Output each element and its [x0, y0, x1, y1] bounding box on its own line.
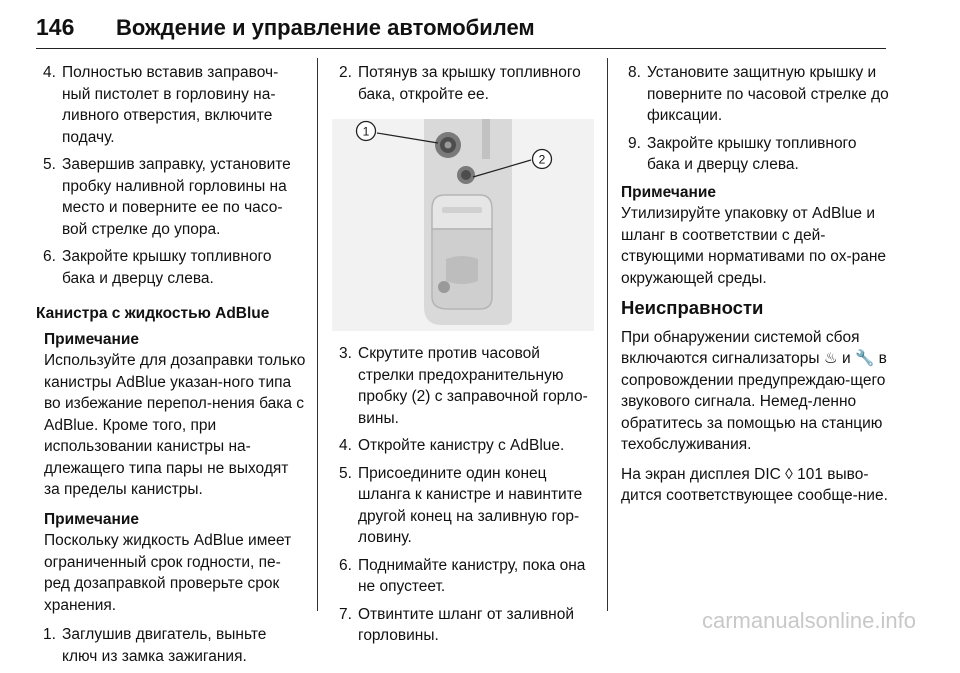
list-item [36, 154, 306, 240]
step-text: Заглушив двигатель, выньте ключ из замка зажигания. [62, 626, 267, 665]
column-divider-1 [317, 58, 318, 611]
step-number: 8. [628, 64, 641, 81]
list-item [621, 62, 889, 127]
step-list [36, 62, 306, 289]
note-block [36, 329, 306, 501]
step-text: Потянув за крышку топливного бака, откройте ее. [358, 64, 581, 103]
step-number: 5. [339, 464, 352, 482]
list-item [36, 62, 306, 148]
step-text: Полностью вставив заправоч-ный пистолет в горловину на-ливного отверстия, включите подачу. [62, 64, 279, 146]
callout-1-label: 1 [362, 124, 370, 139]
footer-watermark: carmanualsonline.info [701, 608, 916, 633]
step-list [621, 62, 889, 176]
list-item [332, 435, 594, 457]
page-title: Вождение и управление автомобилем [116, 15, 535, 40]
fuel-filler-illustration [332, 119, 594, 331]
malfunction-paragraph: При обнаружении системой сбоя включаются сигнализаторы ♨ и 🔧 в сопровождении предупреждаю-щего звукового сигнала. Немед-ленно обратитесь за помощью на станцию техобслуживания. [621, 328, 887, 453]
column-1 [36, 62, 306, 673]
step-list [332, 62, 594, 105]
column-3 [621, 62, 889, 515]
step-number: 6. [43, 248, 56, 265]
page-number: 146 [36, 14, 75, 40]
dic-paragraph: На экран дисплея DIC ◊ 101 выво-дится соответствующее сообще-ние. [621, 465, 888, 504]
step-number: 6. [339, 556, 352, 574]
step-text: Поднимайте канистру, пока она не опустеет. [358, 556, 586, 595]
callout-2-label: 2 [538, 152, 546, 167]
step-list [332, 343, 594, 647]
note-label: Примечание [621, 183, 716, 201]
step-number: 4. [339, 437, 352, 454]
section-heading-malfunctions: Неисправности [621, 297, 764, 318]
step-text: Отвинтите шланг от заливной горловины. [358, 605, 575, 644]
fuel-filler-svg [332, 119, 594, 331]
step-text: Закройте крышку топливного бака и дверцу слева. [647, 134, 857, 173]
list-item [621, 133, 889, 176]
step-text: Завершив заправку, установите пробку наливной горловины на место и поверните ее по часо-вой стрелке до упора. [62, 156, 291, 238]
step-text: Установите защитную крышку и поверните по часовой стрелке до фиксации. [647, 64, 889, 124]
page-header [36, 12, 886, 49]
note-label: Примечание [44, 330, 139, 348]
list-item [36, 246, 306, 289]
step-number: 2. [339, 64, 352, 81]
list-item [36, 624, 306, 667]
list-item [332, 555, 594, 598]
step-number: 9. [628, 134, 641, 152]
note-text: Используйте для дозаправки только канистры AdBlue указан-ного типа во избежание перепол-нения бака с AdBlue. Кроме того, при использовании канистры на-длежащего типа пары не выходят за пределы канистры. [44, 352, 306, 498]
note-text: Утилизируйте упаковку от AdBlue и шланг в соответствии с дей-ствующими нормативами по ох-ране окружающей среды. [621, 205, 887, 287]
step-list [36, 624, 306, 667]
step-number: 1. [43, 626, 56, 643]
step-number: 7. [339, 605, 352, 623]
step-number: 3. [339, 345, 352, 362]
note-block [36, 509, 306, 617]
list-item [332, 62, 594, 105]
step-text: Закройте крышку топливного бака и дверцу слева. [62, 248, 272, 287]
step-number: 5. [43, 156, 56, 173]
list-item [332, 343, 594, 429]
note-text: Поскольку жидкость AdBlue имеет ограниченный срок годности, пе-ред дозаправкой проверьте срок хранения. [44, 532, 292, 614]
step-text: Скрутите против часовой стрелки предохранительную пробку (2) с заправочной горло-вины. [358, 345, 588, 427]
section-heading-adblue: Канистра с жидкостью AdBlue [36, 305, 270, 322]
note-label: Примечание [44, 510, 139, 528]
column-2 [332, 62, 594, 653]
note-block [621, 182, 889, 290]
step-text: Присоедините один конец шланга к канистре и навинтите другой конец на заливную гор-ловину. [358, 464, 583, 546]
list-item [332, 463, 594, 549]
column-divider-2 [607, 58, 608, 611]
list-item [332, 604, 594, 647]
step-number: 4. [43, 64, 56, 81]
step-text: Откройте канистру с AdBlue. [358, 437, 565, 454]
